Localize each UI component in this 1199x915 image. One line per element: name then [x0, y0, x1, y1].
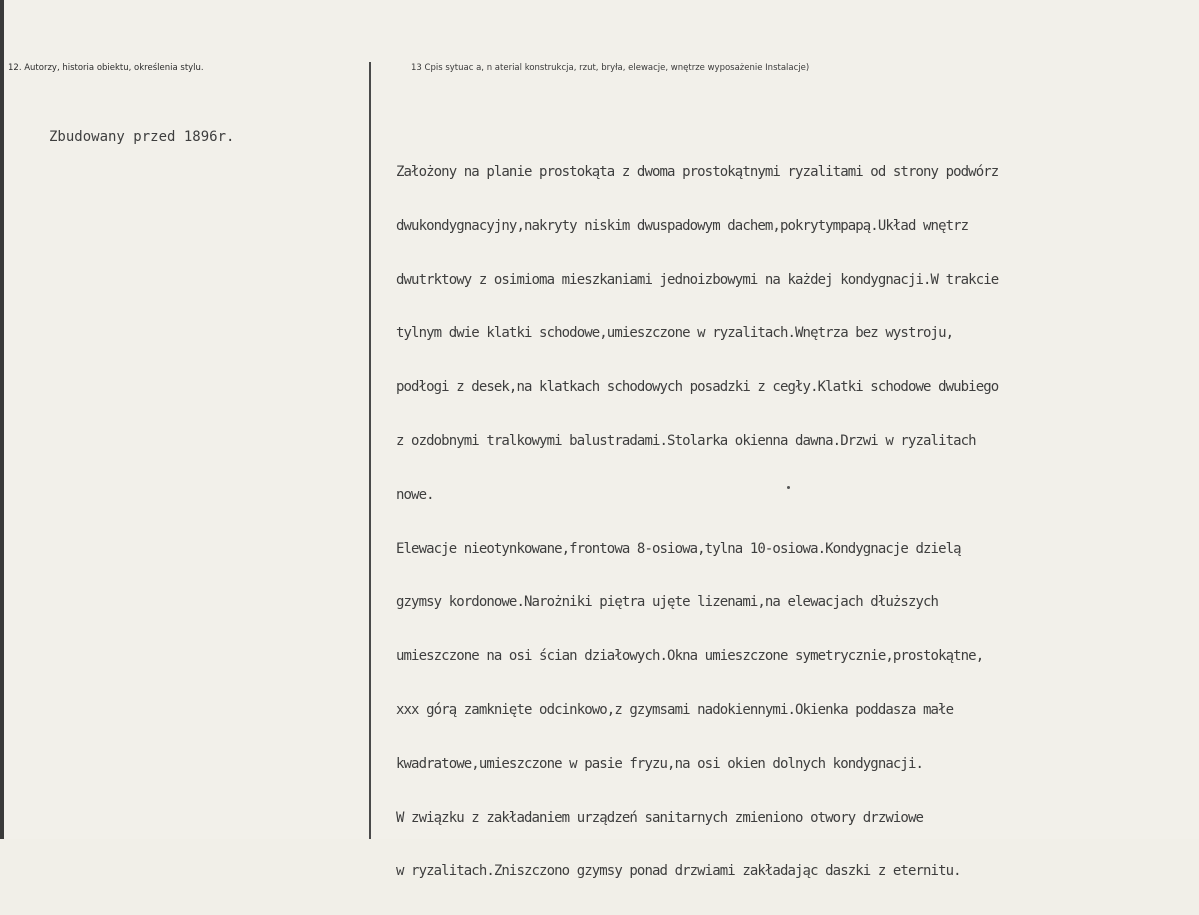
- description-line: Elewacje nieotynkowane,frontowa 8-osiowa,tylna 10-osiowa.Kondygnacje dzielą: [396, 540, 961, 557]
- description-line: z ozdobnymi tralkowymi balustradami.Stolarka okienna dawna.Drzwi w ryzalitach: [396, 432, 976, 449]
- description-line: tylnym dwie klatki schodowe,umieszczone w ryzalitach.Wnętrza bez wystroju,: [396, 325, 954, 342]
- description-line: dwutrktowy z osimioma mieszkaniami jednoizbowymi na każdej kondygnacji.W trakcie: [396, 271, 999, 288]
- page-left-edge: [0, 0, 4, 839]
- section-13-header: 13 Cpis sytuac a, n aterial konstrukcja, rzut, bryła, elewacje, wnętrze wyposażenie Instalacje): [411, 63, 810, 73]
- construction-date-text: Zbudowany przed 1896r.: [49, 129, 235, 145]
- description-line: w ryzalitach.Zniszczono gzymsy ponad drzwiami zakładając daszki z eternitu.: [396, 863, 961, 880]
- column-divider: [369, 62, 371, 839]
- description-line: W związku z zakładaniem urządzeń sanitarnych zmieniono otwory drzwiowe: [396, 809, 924, 826]
- ink-speck: [787, 486, 790, 489]
- section-12-header: 12. Autorzy, historia obiektu, określenia stylu.: [8, 63, 204, 73]
- description-line: Założony na planie prostokąta z dwoma prostokątnymi ryzalitami od strony podwórz: [396, 164, 999, 180]
- description-line: kwadratowe,umieszczone w pasie fryzu,na osi okien dolnych kondygnacji.: [396, 755, 924, 772]
- description-line: umieszczone na osi ścian działowych.Okna umieszczone symetrycznie,prostokątne,: [396, 648, 984, 665]
- description-line: xxx górą zamknięte odcinkowo,z gzymsami nadokiennymi.Okienka poddasza małe: [396, 701, 954, 718]
- description-line: nowe.: [396, 486, 434, 503]
- description-line: gzymsy kordonowe.Narożniki piętra ujęte lizenami,na elewacjach dłuższych: [396, 594, 939, 611]
- description-line: podłogi z desek,na klatkach schodowych posadzki z cegły.Klatki schodowe dwubiego: [396, 379, 999, 396]
- description-line: dwukondygnacyjny,nakryty niskim dwuspadowym dachem,pokrytympapą.Układ wnętrz: [396, 217, 969, 234]
- building-description: [396, 130, 1196, 915]
